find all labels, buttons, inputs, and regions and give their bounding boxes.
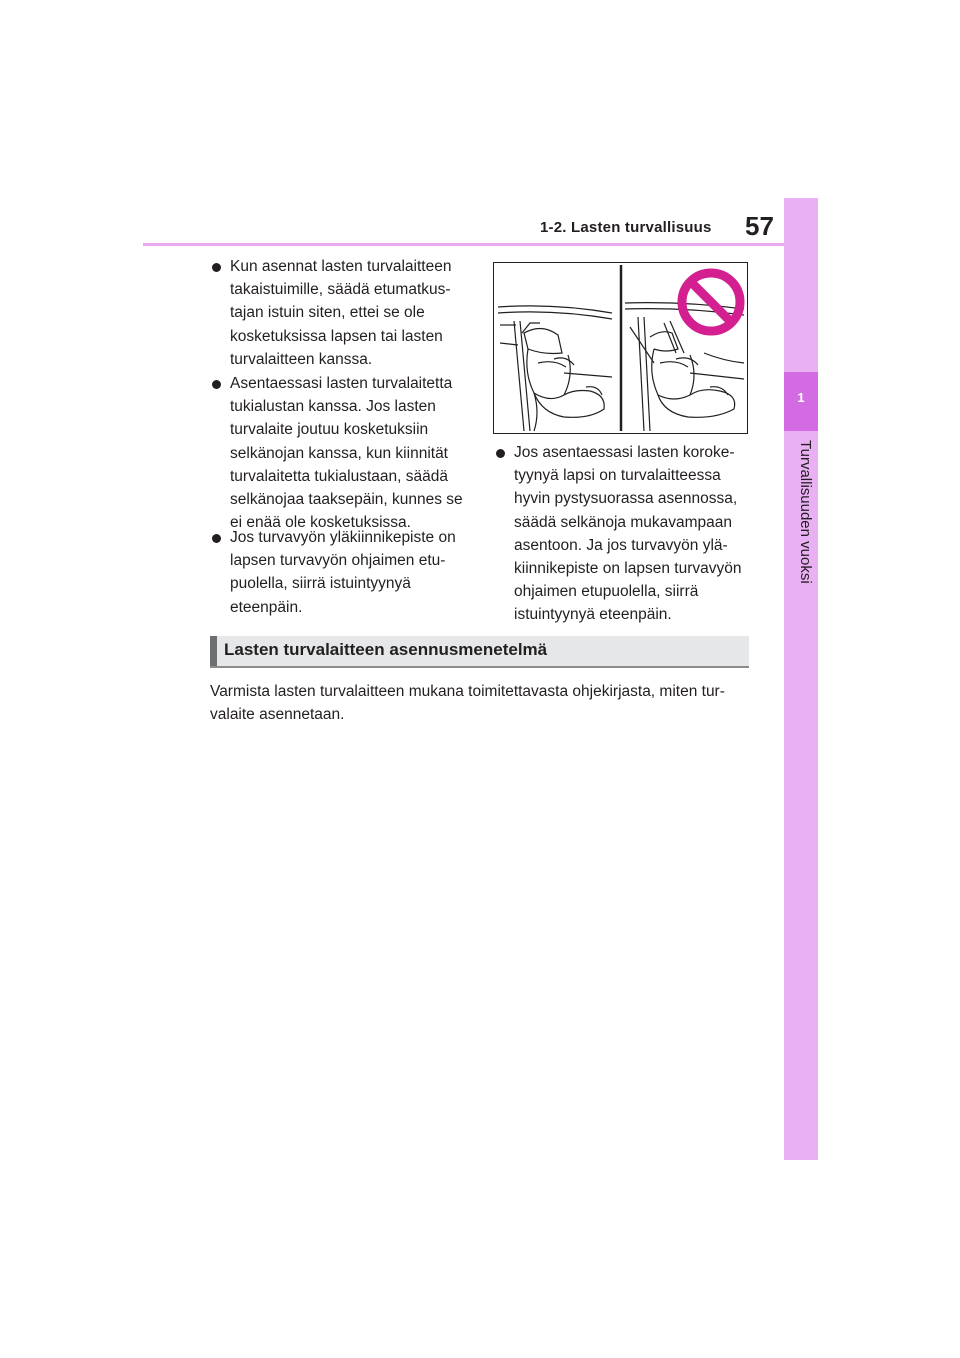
list-item-text: Kun asennat lasten turvalaitteen takaistuimille, säädä etumatkus-tajan istuin siten, ettei se ole kosketuksissa lapsen tai lasten turvalaitteen kanssa.: [230, 258, 452, 368]
chapter-label: Turvallisuuden vuoksi: [797, 440, 814, 584]
list-item: [212, 255, 467, 371]
list-item-text: Jos asentaessasi lasten koroke-tyynyä lapsi on turvalaitteessa hyvin pystysuorassa asennossa, säädä selkänoja mukavampaan asentoon. Ja jos turvavyön ylä-kiinnikepiste on lapsen turvavyön ohjaimen etupuolella, siirrä istuintyynyä eteenpäin.: [514, 444, 742, 624]
section-title: 1-2. Lasten turvallisuus: [540, 219, 712, 236]
chapter-side-tab: [784, 198, 818, 1160]
list-item-text: Jos turvavyön yläkiinnikepiste on lapsen turvavyön ohjaimen etu-puolella, siirrä istuintyynyä eteenpäin.: [230, 529, 456, 616]
bullet-icon: [212, 380, 221, 389]
list-item: [496, 441, 751, 627]
section-body: Varmista lasten turvalaitteen mukana toimitettavasta ohjekirjasta, miten tur-valaite asennetaan.: [210, 683, 725, 724]
bullet-icon: [212, 263, 221, 272]
section-heading-title: Lasten turvalaitteen asennusmenetelmä: [224, 640, 548, 659]
child-seat-drawing: [494, 263, 747, 433]
chapter-number: 1: [797, 390, 805, 405]
bullet-icon: [496, 449, 505, 458]
list-item: [212, 526, 467, 619]
section-heading-accent: [210, 636, 217, 666]
prohibited-icon: [682, 273, 740, 331]
header-divider: [143, 243, 784, 246]
child-seat-illustration: [493, 262, 748, 434]
bullet-icon: [212, 534, 221, 543]
page-number: 57: [745, 211, 774, 241]
section-heading: [210, 636, 749, 668]
list-item: [212, 372, 467, 534]
list-item-text: Asentaessasi lasten turvalaitetta tukialustan kanssa. Jos lasten turvalaite joutuu kosketuksiin selkänojan kanssa, kun kiinnität turvalaitetta tukialustaan, säädä selkänojaa taaksepäin, kunnes se ei enää ole kosketuksissa.: [230, 375, 463, 532]
